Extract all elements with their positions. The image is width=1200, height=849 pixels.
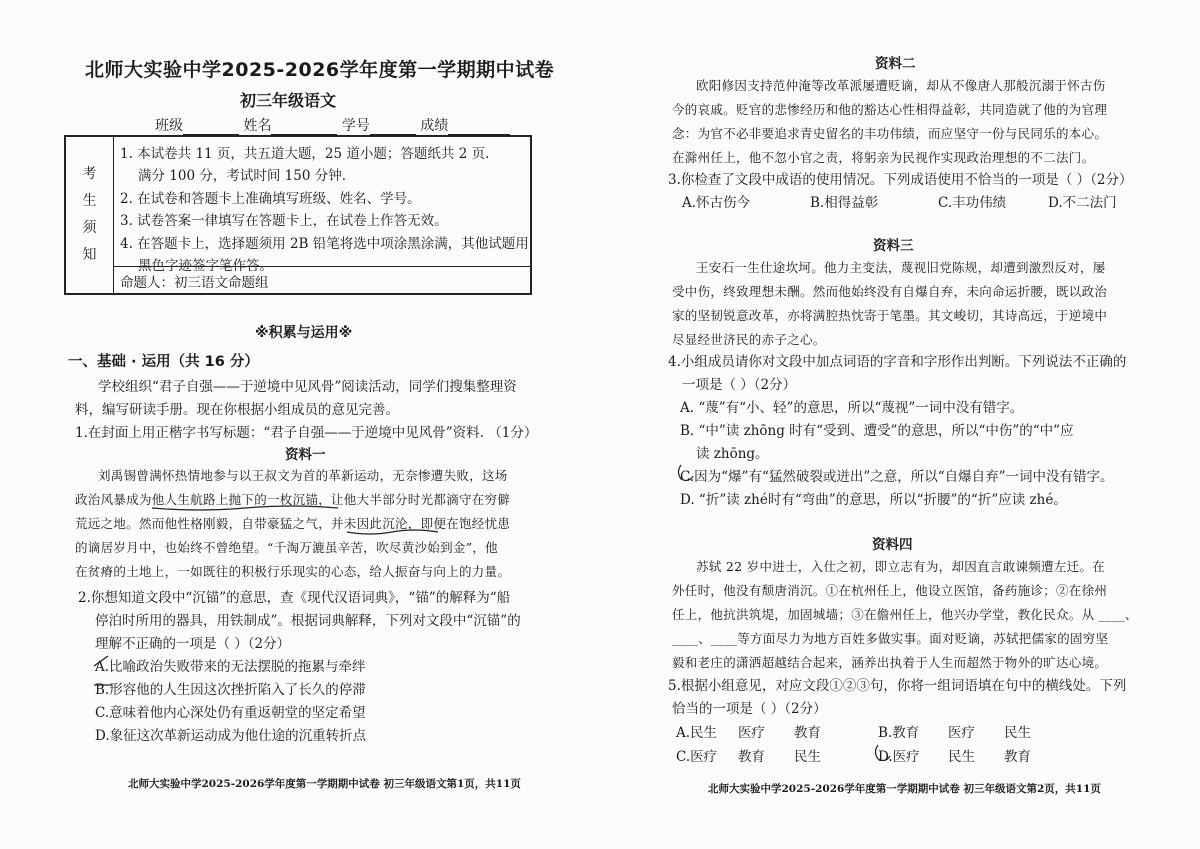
- exam-subtitle: 初三年级语文: [240, 91, 337, 110]
- q4-option-b[interactable]: B. “中”读 zhōng 时有“受到、遭受”的意思，所以“中伤”的“中”应: [680, 423, 1074, 439]
- material-4-text: ____、____等方面尽力为地方百姓多做实事。面对贬谪，苏轼把儒家的固穷坚: [672, 631, 1109, 646]
- q5-option-b[interactable]: B.教育 医疗 民生: [878, 725, 1031, 741]
- material-3-text: 尽显经世济民的赤子之心。: [672, 332, 826, 347]
- exam-author: 命题人：初三语文命题组: [120, 275, 269, 291]
- q5-option-a[interactable]: A.民生 医疗 教育: [676, 725, 821, 741]
- material-1-text: 刘禹锡曾满怀热情地参与以王叔文为首的革新运动，无奈惨遭失败，这场: [98, 468, 508, 483]
- material-2-text: 今的哀戚。贬官的悲惨经历和他的豁达心性相得益彰，共同造就了他的为官理: [672, 102, 1108, 117]
- student-info-line: [155, 115, 510, 135]
- class-label: 班级: [155, 118, 183, 134]
- q4-option-b-cont: 读 zhōng。: [696, 446, 769, 462]
- material-2-text: 欧阳修因支持范仲淹等改革派屡遭贬谪，却从不像唐人那般沉溺于怀古伤: [696, 78, 1106, 93]
- q5-option-c[interactable]: C.医疗 教育 民生: [676, 749, 821, 765]
- pen-circle-mark: [675, 461, 697, 483]
- q2-option-a[interactable]: A.比喻政治失败带来的无法摆脱的拖累与牵绊: [95, 659, 366, 675]
- q3-option-b[interactable]: B.相得益彰: [810, 195, 879, 211]
- question-4: 4.小组成员请你对文段中加点词语的字音和字形作出判断。下列说法不正确的: [668, 354, 1127, 370]
- material-4-text: 外任时，他没有颓唐消沉。①在杭州任上，他设立医馆，备药施诊；②在徐州: [672, 583, 1108, 598]
- material-1-title: 资料一: [285, 447, 326, 463]
- exam-notice-box: [64, 135, 532, 295]
- material-1-text: 荒远之地。然而他性格刚毅，自带豪猛之气，并未因此沉沦，即便在饱经忧患: [75, 516, 511, 531]
- material-1-text: 政治风暴成为他人生航路上抛下的一枚沉锚，让他大半部分时光都滴守在穷僻: [75, 492, 511, 507]
- q3-option-d[interactable]: D.不二法门: [1048, 195, 1117, 211]
- q2-option-d[interactable]: D.象征这次革新运动成为他仕途的沉重转折点: [95, 728, 367, 744]
- notice-side-label: 考 生 须 知: [66, 137, 114, 293]
- pen-underline-mark: [345, 528, 440, 536]
- part-one-title: 一、基础 · 运用（共 16 分）: [68, 354, 259, 370]
- material-1-text: 在贫瘠的土地上，一如既往的积极行乐现实的心态，给人振奋与向上的力量。: [75, 564, 511, 579]
- material-1-text: 的谪居岁月中，也始终不曾绝望。“千淘万漉虽辛苦，吹尽黄沙始到金”，他: [75, 540, 498, 555]
- material-2-title: 资料二: [875, 56, 916, 72]
- exam-page-2: [600, 0, 1200, 849]
- material-2-text: 在滁州任上，他不忽小官之责，将躬亲为民视作实现政治理想的不二法门。: [672, 150, 1095, 165]
- score-field[interactable]: [448, 120, 510, 135]
- notice-item: 1. 本试卷共 11 页，共五道大题，25 道小题；答题纸共 2 页.: [120, 146, 490, 162]
- name-label: 姓名: [243, 118, 272, 134]
- notice-item: 满分 100 分，考试时间 150 分钟.: [138, 168, 346, 184]
- class-field[interactable]: [183, 120, 239, 135]
- q5-option-d[interactable]: D.医疗 民生 教育: [878, 749, 1031, 765]
- material-4-text: 任上，他抗洪筑堤，加固城墙；③在儋州任上，他兴办学堂，教化民众。从 ____、: [672, 607, 1138, 622]
- notice-item: 4. 在答题卡上，选择题须用 2B 铅笔将选中项涂黑涂满，其他试题用: [120, 236, 529, 252]
- notice-author-row: [114, 266, 530, 293]
- q2-option-b[interactable]: B.形容他的人生因这次挫折陷入了长久的停滞: [95, 682, 366, 698]
- page-footer: 北师大实验中学2025-2026学年度第一学期期中试卷 初三年级语文第1页，共11页: [128, 778, 521, 790]
- material-4-title: 资料四: [872, 537, 913, 553]
- notice-item: 3. 试卷答案一律填写在答题卡上，在试卷上作答无效。: [120, 213, 448, 229]
- score-label: 成绩: [420, 118, 449, 134]
- material-3-text: 王安石一生仕途坎坷。他力主变法，蔑视旧党陈规，却遭到激烈反对，屡: [696, 260, 1106, 275]
- student-id-label: 学号: [341, 118, 370, 134]
- notice-item: 黑色字迹签字笔作答。: [138, 258, 273, 274]
- material-4-text: 毅和老庄的潇洒超越结合起来，涵养出执着于人生而超然于物外的旷达心境。: [672, 655, 1108, 670]
- question-3: 3.你检查了文段中成语的使用情况。下列成语使用不恰当的一项是（ ）（2分）: [668, 172, 1133, 188]
- material-2-text: 念：为官不必非要追求青史留名的丰功伟绩，而应坚守一份与民同乐的本心。: [672, 126, 1108, 141]
- q4-option-c[interactable]: C.因为“爆”有“猛然破裂或迸出”之意，所以“自爆自弃”一词中没有错字。: [680, 469, 1114, 485]
- name-field[interactable]: [271, 120, 337, 135]
- pen-underline-mark: [150, 504, 340, 512]
- q3-option-c[interactable]: C.丰功伟绩: [938, 195, 1007, 211]
- page-footer: 北师大实验中学2025-2026学年度第一学期期中试卷 初三年级语文第2页，共11页: [708, 783, 1101, 795]
- question-5: 5.根据小组意见，对应文段①②③句，你将一组词语填在句中的横线处。下列: [668, 678, 1127, 694]
- intro-text: 料，编写研读手册。现在你根据小组成员的意见完善。: [75, 402, 399, 418]
- question-5: 恰当的一项是（ ）（2分）: [672, 701, 827, 717]
- material-3-text: 受中伤，终致理想未酬。然而他始终没有自爆自弃，未向命运折腰，既以政治: [672, 284, 1108, 299]
- pen-strike-mark: [92, 676, 114, 694]
- notice-item: 2. 在试卷和答题卡上准确填写班级、姓名、学号。: [120, 191, 421, 207]
- exam-title: 北师大实验中学2025-2026学年度第一学期期中试卷: [85, 59, 555, 81]
- material-4-text: 苏轼 22 岁中进士，入仕之初，即立志有为，却因直言敢谏频遭左迁。在: [696, 559, 1106, 574]
- q4-option-a[interactable]: A. “蔑”有“小、轻”的意思，所以“蔑视”一词中没有错字。: [680, 400, 1024, 416]
- question-2: 理解不正确的一项是（ ）（2分）: [95, 636, 291, 652]
- student-id-field[interactable]: [370, 120, 416, 135]
- material-3-text: 家的坚韧锐意改革，亦将满腔热忱寄于笔墨。其文峻切，其诗高远，于逆境中: [672, 308, 1108, 323]
- q3-option-a[interactable]: A.怀古伤今: [682, 195, 751, 211]
- section-header: ※积累与运用※: [255, 325, 353, 341]
- q4-option-d[interactable]: D. “折”读 zhé时有“弯曲”的意思，所以“折腰”的“折”应读 zhé。: [680, 492, 1067, 508]
- pen-strike-mark: [92, 652, 110, 670]
- question-1: 1.在封面上用正楷字书写标题：“君子自强——于逆境中见风骨”资料. （1分）: [75, 425, 538, 441]
- pen-circle-mark: [872, 741, 894, 763]
- q2-option-c[interactable]: C.意味着他内心深处仍有重返朝堂的坚定希望: [95, 705, 366, 721]
- question-4: 一项是（ ）（2分）: [682, 377, 797, 393]
- question-2: 2.你想知道文段中“沉锚”的意思，查《现代汉语词典》，“锚”的解释为“船: [78, 590, 511, 606]
- question-2: 停泊时所用的器具，用铁制成”。根据词典解释，下列对文段中“沉锚”的: [95, 613, 521, 629]
- material-3-title: 资料三: [873, 238, 914, 254]
- intro-text: 学校组织“君子自强——于逆境中见风骨”阅读活动，同学们搜集整理资: [98, 379, 517, 395]
